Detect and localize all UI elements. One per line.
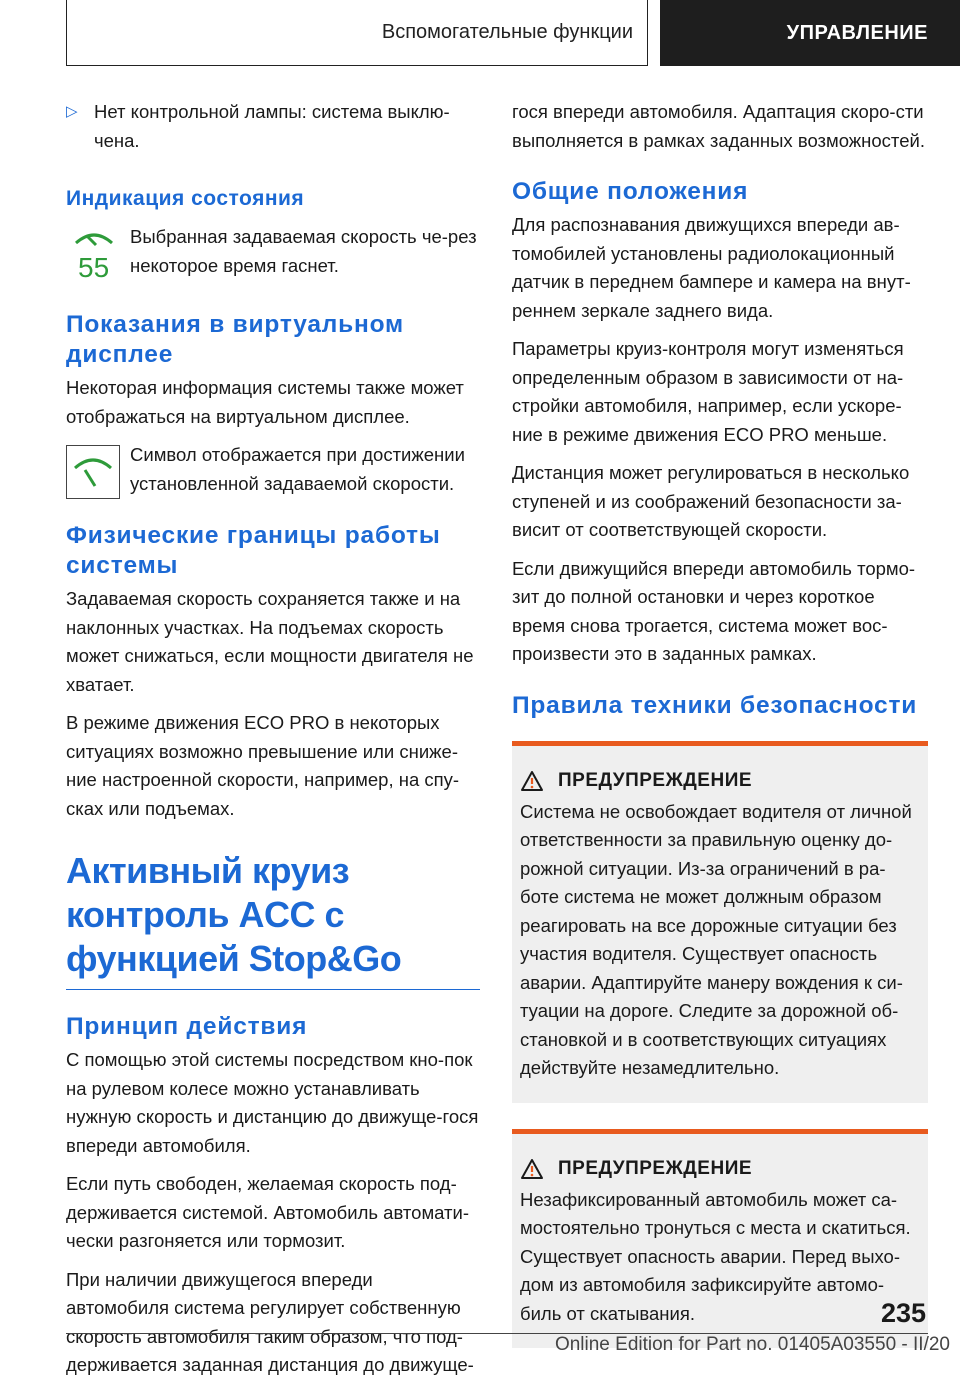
general-heading: Общие положения [512, 178, 749, 205]
header-chapter-tab [660, 0, 960, 66]
principle-paragraph-3: При наличии движущегося впереди автомобиля система регулирует собственную скорость автомобиля таким образом, что под-держивается заданная дистанция до движуще- [66, 1268, 474, 1375]
principle-paragraph-1: С помощью этой системы посредством кно-пок на рулевом колесе можно устанавливать нужную скорость и дистанцию до движуще-гося впереди автомобиля. [66, 1049, 479, 1156]
warning-title: ПРЕДУПРЕЖДЕНИЕ [558, 769, 753, 791]
header-section-label: Вспомогательные функции [381, 21, 633, 43]
left-column [66, 98, 480, 1390]
status-heading: Индикация состояния [66, 187, 305, 210]
status-icon-row [66, 223, 480, 288]
cruise-speed-reached-icon [67, 446, 119, 498]
status-icon-number: 55 [78, 252, 110, 283]
general-paragraph-4: Если движущийся впереди автомобиль тормо-зит до полной остановки и через короткое время снова трогается, система может вос-произвести это в заданных рамках. [512, 557, 916, 664]
warning-title: ПРЕДУПРЕЖДЕНИЕ [558, 1157, 753, 1179]
virtual-icon-text: Символ отображается при достижении установленной задаваемой скорости. [130, 444, 465, 494]
cruise-speed-indicator-icon [66, 223, 122, 283]
general-paragraph-3: Дистанция может регулироваться в несколько ступеней и из соображений безопасности за-висит от соответствующей скорости. [512, 462, 910, 540]
warning-text: Незафиксированный автомобиль может са-мостоятельно тронуться с места и скатиться. Существует опасность аварии. Перед выхо-дом из автомобиля зафиксируйте автомо-биль от скатывания. [520, 1188, 911, 1324]
limits-paragraph-2: В режиме движения ECO PRO в некоторых ситуациях возможно превышение или сниже-ние настроенной скорости, например, на спу-сках или подъемах. [66, 712, 460, 819]
limits-heading: Физические границы работы системы [66, 522, 441, 579]
footer-edition: Online Edition for Part no. 01405A03550 - II/20 [554, 1334, 950, 1355]
warning-text: Система не освобождает водителя от личной ответственности за правильную оценку до-рожной ситуации. Из-за ограничений в ра-боте система не может должным образом реагировать на все дорожные ситуации без участия водителя. Существует опасность аварии. Адаптируйте манеру вождения к си-туации на дороге. Следите за дорожной об-становкой и в соответствующих ситуациях действуйте незамедлительно. [520, 800, 912, 1078]
virtual-icon-row [66, 441, 480, 499]
general-paragraph-2: Параметры круиз-контроля могут изменяться определенным образом в зависимости от на-стройки автомобиля, например, если ускоре-ние в режиме движения ECO PRO меньше. [512, 338, 904, 445]
principle-paragraph-2: Если путь свободен, желаемая скорость под-держивается системой. Автомобиль автомати-чески разгоняется или тормозит. [66, 1173, 470, 1251]
warning-triangle-icon [520, 1158, 544, 1180]
principle-heading: Принцип действия [66, 1013, 308, 1040]
triangle-bullet-icon: ▷ [66, 103, 78, 120]
limits-paragraph-1: Задаваемая скорость сохраняется также и на наклонных участках. На подъемах скорость может снижаться, если мощности двигателя не хватает. [66, 588, 474, 695]
header-chapter-label: УПРАВЛЕНИЕ [786, 21, 928, 44]
bullet-item [66, 98, 480, 165]
warning-box [512, 741, 928, 1103]
acc-heading: Активный круиз контроль ACC с функцией Stop&Go [66, 849, 480, 990]
virtual-display-heading: Показания в виртуальном дисплее [66, 311, 404, 368]
virtual-display-text: Некоторая информация системы также может отображаться на виртуальном дисплее. [66, 377, 464, 427]
header-section-title [66, 0, 648, 66]
continued-text: гося впереди автомобиля. Адаптация скоро-сти выполняется в рамках заданных возможностей. [512, 101, 925, 151]
general-paragraph-1: Для распознавания движущихся впереди ав-томобилей установлены радиолокационный датчик в переднем бампере и камера на внут-реннем зеркале заднего вида. [512, 214, 911, 321]
page-number: 235 [880, 1298, 926, 1328]
safety-heading: Правила техники безопасности [512, 691, 918, 719]
warning-triangle-icon [520, 770, 544, 792]
right-column [512, 98, 928, 1374]
bullet-text: Нет контрольной лампы: система выклю-чена. [94, 101, 450, 151]
warning-box [512, 1129, 928, 1349]
status-text: Выбранная задаваемая скорость че-рез некоторое время гаснет. [130, 226, 477, 276]
